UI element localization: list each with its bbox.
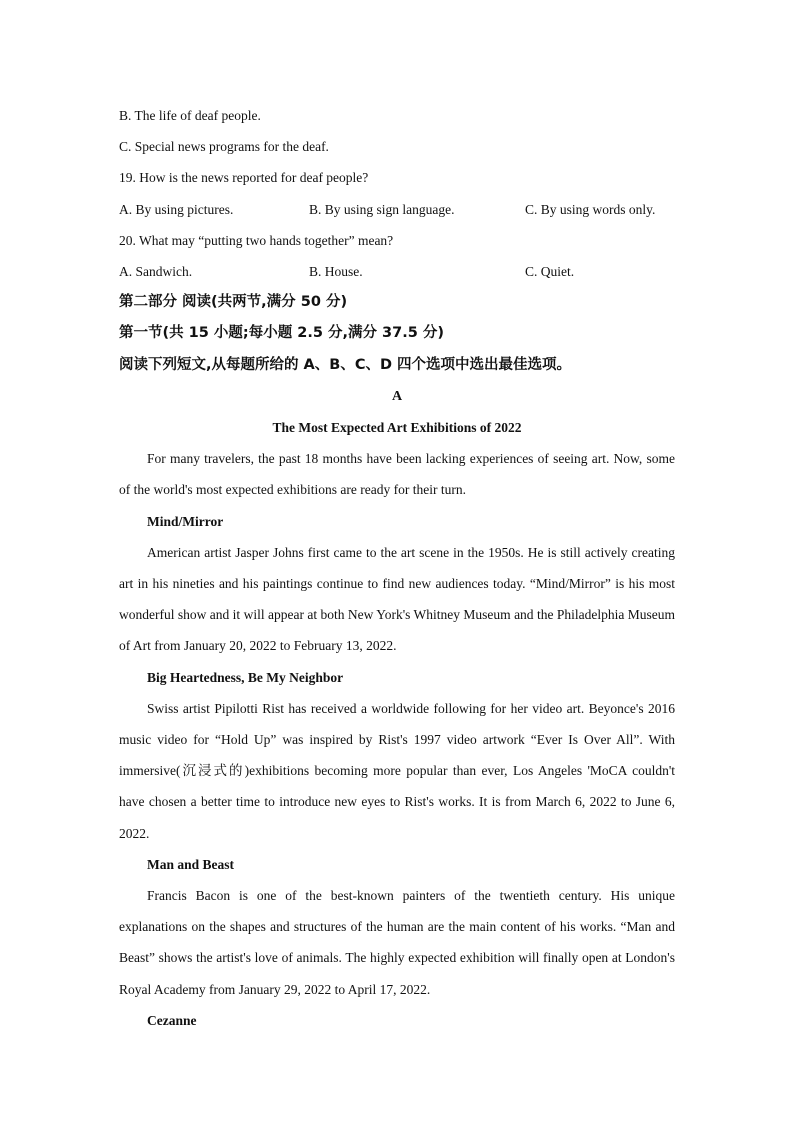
exhibition-description: Swiss artist Pipilotti Rist has received a worldwide following for her video art. Beyonce's 2016 music video for “Hold Up” was inspired by Rist's 1997 video artwork “Ever Is Over All”. With immersive(沉浸式的)exhibitions becoming more popular than ever, Los Angeles 'MoCA couldn't have chosen a better time to introduce new eyes to Rist's works. It is from March 6, 2022 to June 6, 2022. xyxy=(119,700,675,841)
exhibition-heading: Big Heartedness, Be My Neighbor xyxy=(147,669,344,685)
q20-options xyxy=(119,256,675,287)
q20-option-a: A. Sandwich. xyxy=(119,263,193,279)
q19-question: 19. How is the news reported for deaf people? xyxy=(119,170,369,186)
passage-intro: For many travelers, the past 18 months have been lacking experiences of seeing art. Now, some of the world's most expected exhibitions are ready for their turn. xyxy=(119,451,675,498)
q19-option-a: A. By using pictures. xyxy=(119,201,234,217)
q19-option-c: C. By using words only. xyxy=(525,201,656,217)
exhibition-heading: Cezanne xyxy=(147,1012,197,1028)
reading-part-heading: 第二部分 阅读(共两节,满分 50 分) xyxy=(119,294,348,311)
reading-section-heading: 第一节(共 15 小题;每小题 2.5 分,满分 37.5 分) xyxy=(119,325,444,342)
exhibition-heading: Man and Beast xyxy=(147,856,235,872)
q19-options xyxy=(119,194,675,225)
passage-title: The Most Expected Art Exhibitions of 2022 xyxy=(272,419,522,435)
passage-letter: A xyxy=(391,388,403,404)
q20-option-c: C. Quiet. xyxy=(525,263,575,279)
exhibition-heading: Mind/Mirror xyxy=(147,513,224,529)
q18-option-b: B. The life of deaf people. xyxy=(119,108,261,123)
q18-option-c: C. Special news programs for the deaf. xyxy=(119,139,329,155)
exhibition-description: American artist Jasper Johns first came to the art scene in the 1950s. He is still actively creating art in his nineties and his paintings continue to find new audiences today. “Mind/Mirror” is his most wonderful show and it will appear at both New York's Whitney Museum and the Philadelphia Museum of Art from January 20, 2022 to February 13, 2022. xyxy=(119,544,675,654)
q20-question: 20. What may “putting two hands together” mean? xyxy=(119,232,394,248)
q20-option-b: B. House. xyxy=(309,263,363,279)
exam-page xyxy=(119,100,675,1036)
exhibition-description: Francis Bacon is one of the best-known painters of the twentieth century. His unique explanations on the shapes and structures of the human are the main content of his works. “Man and Beast” shows the artist's love of animals. The highly expected exhibition will finally open at London's Royal Academy from January 29, 2022 to April 17, 2022. xyxy=(119,887,675,997)
q19-option-b: B. By using sign language. xyxy=(309,201,455,217)
reading-instruction: 阅读下列短文,从每题所给的 A、B、C、D 四个选项中选出最佳选项。 xyxy=(119,356,572,373)
